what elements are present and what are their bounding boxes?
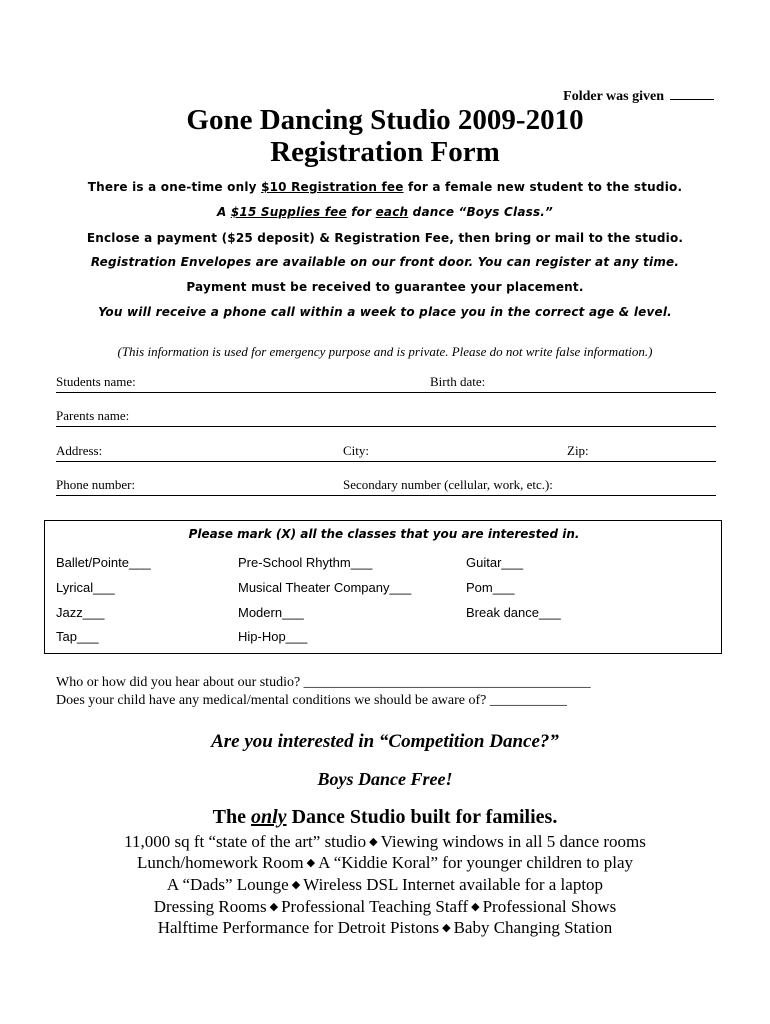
birth-date-label: Birth date:	[430, 374, 486, 389]
feature-item: A “Kiddie Koral” for younger children to play	[318, 853, 633, 872]
feature-item: Wireless DSL Internet available for a laptop	[303, 875, 604, 894]
info-text: A	[216, 205, 231, 219]
info-text: for a female new student to the studio.	[403, 180, 683, 194]
folder-given-field	[563, 88, 714, 105]
hear-about-question[interactable]: Who or how did you hear about our studio? _________________________________________	[56, 675, 591, 690]
form-subtitle: Registration Form	[270, 136, 500, 168]
info-phone-call: You will receive a phone call within a week to place you in the correct age & level.	[98, 305, 672, 319]
only-text: only	[251, 806, 287, 828]
info-placement: Payment must be received to guarantee your placement.	[186, 280, 584, 294]
city-label: City:	[343, 443, 370, 458]
feature-line	[0, 853, 770, 873]
feature-line	[0, 918, 770, 938]
class-hip-hop[interactable]: Hip-Hop___	[238, 629, 308, 644]
student-name-label: Students name:	[56, 374, 136, 389]
classes-heading: Please mark (X) all the classes that you are interested in.	[188, 527, 580, 541]
families-text: The	[212, 806, 251, 828]
folder-given-label: Folder was given	[563, 89, 664, 104]
class-ballet-pointe[interactable]: Ballet/Pointe___	[56, 555, 151, 570]
class-tap[interactable]: Tap___	[56, 629, 99, 644]
class-lyrical[interactable]: Lyrical___	[56, 580, 115, 595]
info-envelopes: Registration Envelopes are available on our front door. You can register at any time.	[90, 255, 680, 269]
boys-dance-free-heading: Boys Dance Free!	[317, 769, 453, 789]
feature-item: Professional Shows	[482, 897, 617, 916]
feature-item: Professional Teaching Staff	[281, 897, 469, 916]
diamond-bullet-icon: ◆	[269, 901, 279, 913]
feature-line	[0, 875, 770, 895]
families-text: Dance Studio built for families.	[286, 806, 558, 828]
address-row[interactable]	[56, 440, 716, 462]
registration-fee-text: $10 Registration fee	[261, 180, 404, 194]
info-text: There is a one-time only	[87, 180, 262, 194]
competition-dance-heading: Are you interested in “Competition Dance?”	[211, 731, 559, 752]
each-text: each	[375, 205, 409, 219]
class-guitar[interactable]: Guitar___	[466, 555, 524, 570]
parents-name-row[interactable]	[56, 405, 716, 427]
feature-item: Baby Changing Station	[453, 918, 613, 937]
families-heading	[0, 806, 770, 829]
medical-question[interactable]: Does your child have any medical/mental conditions we should be aware of? ___________	[56, 693, 567, 708]
feature-item: Halftime Performance for Detroit Pistons	[157, 918, 440, 937]
feature-item: 11,000 sq ft “state of the art” studio	[124, 832, 367, 851]
diamond-bullet-icon: ◆	[306, 857, 316, 869]
class-preschool-rhythm[interactable]: Pre-School Rhythm___	[238, 555, 373, 570]
zip-label: Zip:	[567, 443, 589, 458]
class-musical-theater[interactable]: Musical Theater Company___	[238, 580, 412, 595]
info-text: for	[346, 205, 376, 219]
class-break-dance[interactable]: Break dance___	[466, 605, 561, 620]
diamond-bullet-icon: ◆	[471, 901, 480, 913]
info-payment: Enclose a payment ($25 deposit) & Registration Fee, then bring or mail to the studio.	[86, 231, 684, 245]
info-registration-fee	[0, 180, 770, 194]
diamond-bullet-icon: ◆	[442, 922, 451, 934]
parents-name-label: Parents name:	[56, 408, 130, 423]
class-modern[interactable]: Modern___	[238, 605, 304, 620]
classes-box	[44, 520, 722, 654]
phone-row[interactable]	[56, 474, 716, 496]
class-pom[interactable]: Pom___	[466, 580, 515, 595]
info-supplies-fee	[0, 205, 770, 219]
supplies-fee-text: $15 Supplies fee	[230, 205, 347, 219]
phone-number-label: Phone number:	[56, 477, 136, 492]
folder-given-blank[interactable]	[670, 88, 714, 100]
feature-line	[0, 897, 770, 917]
feature-item: Viewing windows in all 5 dance rooms	[380, 832, 646, 851]
secondary-number-label: Secondary number (cellular, work, etc.):	[343, 477, 553, 492]
feature-item: Lunch/homework Room	[136, 853, 304, 872]
info-text: dance “Boys Class.”	[408, 205, 553, 219]
address-label: Address:	[56, 443, 103, 458]
class-jazz[interactable]: Jazz___	[56, 605, 105, 620]
form-title: Gone Dancing Studio 2009-2010	[186, 104, 584, 136]
feature-line	[0, 832, 770, 852]
diamond-bullet-icon: ◆	[369, 836, 378, 848]
diamond-bullet-icon: ◆	[291, 879, 301, 891]
feature-item: Dressing Rooms	[153, 897, 267, 916]
privacy-disclaimer: (This information is used for emergency purpose and is private. Please do not write false information.)	[117, 344, 653, 359]
feature-item: A “Dads” Lounge	[166, 875, 289, 894]
student-info-row[interactable]	[56, 371, 716, 393]
